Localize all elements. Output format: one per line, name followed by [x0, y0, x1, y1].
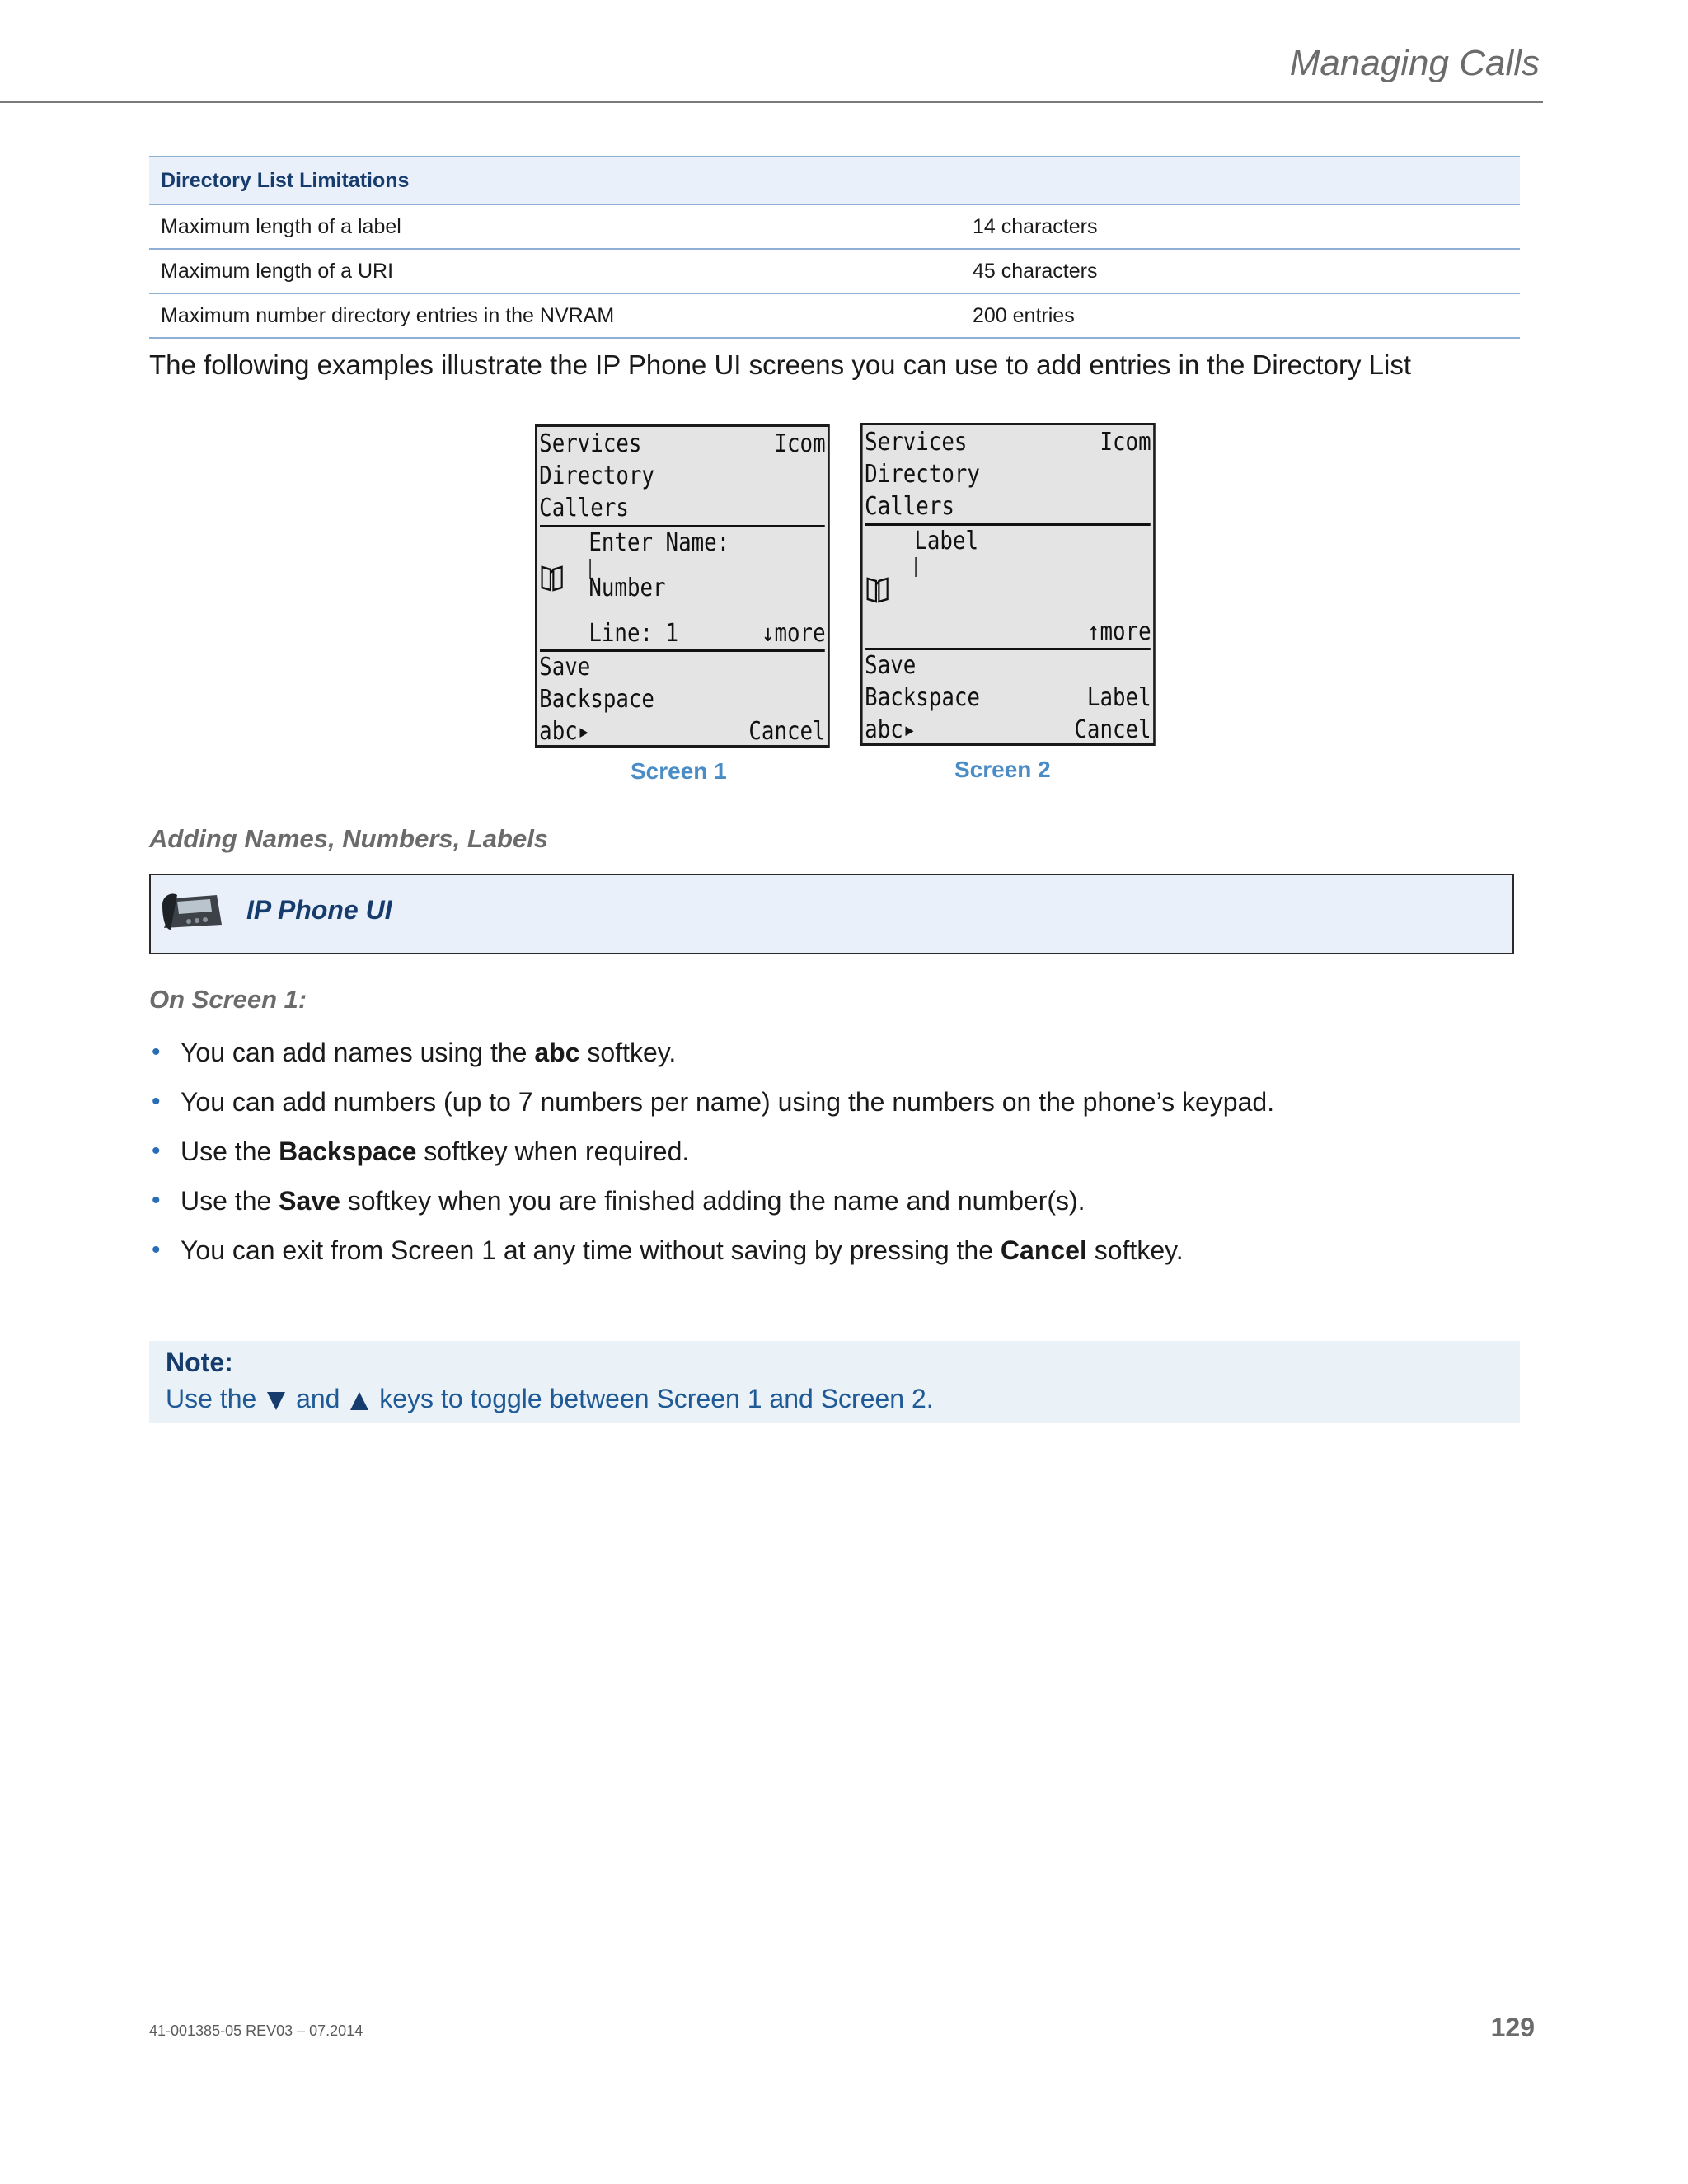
- text-cursor: [915, 557, 917, 577]
- list-item-text: softkey.: [1086, 1235, 1184, 1265]
- list-item: [149, 1032, 1517, 1081]
- enter-name-line: [539, 527, 825, 559]
- label-line: [865, 526, 1151, 557]
- services-label: Services: [539, 429, 642, 458]
- abc-softkey[interactable]: abc▸: [539, 717, 591, 746]
- page-header-title: Managing Calls: [1289, 43, 1540, 83]
- note-text-part: Use the: [166, 1384, 265, 1413]
- bullet-dot: •: [152, 1187, 161, 1214]
- page-number: 129: [1490, 2013, 1535, 2042]
- screen-line-services: [539, 429, 825, 460]
- services-label: Services: [865, 428, 968, 457]
- icom-label: Icom: [1100, 428, 1151, 457]
- screen-bottom-row: [865, 715, 1151, 746]
- book-icon: [865, 575, 889, 605]
- note-text: [166, 1384, 934, 1414]
- table-header-row: [149, 157, 1520, 204]
- table-cell-value: 14 characters: [961, 204, 1520, 249]
- list-item-text: You can exit from Screen 1 at any time without saving by pressing the: [181, 1235, 1001, 1265]
- save-softkey[interactable]: Save: [539, 653, 591, 682]
- list-item: [149, 1180, 1517, 1230]
- table-title: Directory List Limitations: [149, 157, 1520, 204]
- screen-line-services: [865, 427, 1151, 458]
- bullet-dot: •: [152, 1236, 161, 1263]
- save-softkey[interactable]: Save: [865, 651, 917, 680]
- bullet-dot: •: [152, 1137, 161, 1165]
- label-softkey[interactable]: Label: [1086, 683, 1151, 712]
- list-item-bold: abc: [534, 1038, 580, 1067]
- screen-2-caption: Screen 2: [954, 757, 1051, 782]
- table-cell-label: Maximum length of a URI: [149, 249, 961, 293]
- note-text-part: and: [288, 1384, 348, 1413]
- table-row: [149, 204, 1520, 249]
- note-title: Note:: [166, 1347, 233, 1377]
- list-item: [149, 1081, 1517, 1131]
- callers-label: Callers: [865, 492, 954, 521]
- abc-softkey[interactable]: abc▸: [865, 715, 917, 744]
- backspace-softkey[interactable]: Backspace: [865, 683, 980, 712]
- instructions-list: [149, 1032, 1517, 1279]
- list-item-bold: Save: [279, 1186, 340, 1216]
- cancel-softkey[interactable]: Cancel: [1074, 715, 1151, 744]
- screen-bottom-row: [539, 716, 825, 748]
- directory-label: Directory: [539, 462, 654, 490]
- list-item: [149, 1131, 1517, 1180]
- ip-phone-ui-label: IP Phone UI: [246, 895, 392, 925]
- line-status-row: [539, 618, 825, 649]
- note-text-part: keys to toggle between Screen 1 and Screen 2.: [372, 1384, 934, 1413]
- more-up-label[interactable]: ↑more: [1086, 617, 1151, 646]
- table-cell-value: 45 characters: [961, 249, 1520, 293]
- label-field-label: Label: [914, 527, 979, 555]
- ip-phone-ui-banner: [149, 874, 1514, 954]
- cancel-softkey[interactable]: Cancel: [748, 717, 826, 746]
- backspace-row: [865, 682, 1151, 714]
- icom-label: Icom: [774, 429, 826, 458]
- bullet-dot: •: [152, 1088, 161, 1115]
- section-heading: Adding Names, Numbers, Labels: [149, 824, 549, 853]
- phone-screen-1: [535, 424, 830, 748]
- table-cell-label: Maximum length of a label: [149, 204, 961, 249]
- line-label: Line: 1: [588, 619, 679, 648]
- table-cell-value: 200 entries: [961, 293, 1520, 338]
- table-cell-label: Maximum number directory entries in the NVRAM: [149, 293, 961, 338]
- list-item-text: You can add names using the: [181, 1038, 535, 1067]
- number-line: [539, 573, 825, 604]
- up-arrow-key-icon: [350, 1392, 368, 1410]
- callers-label: Callers: [539, 494, 629, 523]
- list-item-text: You can add numbers (up to 7 numbers per name) using the numbers on the phone’s keypad.: [181, 1087, 1275, 1117]
- more-down-label[interactable]: ↓more: [761, 619, 826, 648]
- footer-doc-id: 41-001385-05 REV03 – 07.2014: [149, 2022, 363, 2039]
- phone-screen-2: [860, 423, 1156, 746]
- directory-limitations-table: [149, 156, 1520, 339]
- number-label: Number: [588, 574, 666, 602]
- list-item-bold: Cancel: [1000, 1235, 1087, 1265]
- list-item-text: softkey when required.: [416, 1137, 690, 1166]
- backspace-softkey[interactable]: Backspace: [539, 685, 654, 714]
- table-row: [149, 249, 1520, 293]
- list-item-text: Use the: [181, 1186, 279, 1216]
- table-row: [149, 293, 1520, 338]
- list-item-text: softkey when you are finished adding the name and number(s).: [340, 1186, 1085, 1216]
- enter-name-label: Enter Name:: [588, 528, 730, 557]
- screen-1-caption: Screen 1: [631, 758, 727, 784]
- list-item-text: Use the: [181, 1137, 279, 1166]
- intro-paragraph: The following examples illustrate the IP Phone UI screens you can use to add entries in the Directory List: [149, 349, 1412, 380]
- list-item-bold: Backspace: [279, 1137, 417, 1166]
- more-row: [865, 616, 1151, 648]
- on-screen-heading: On Screen 1:: [149, 985, 307, 1014]
- list-item-text: softkey.: [579, 1038, 677, 1067]
- note-box: [149, 1341, 1520, 1423]
- desk-phone-icon: [159, 887, 225, 938]
- directory-label: Directory: [865, 460, 980, 489]
- bullet-dot: •: [152, 1038, 161, 1066]
- down-arrow-key-icon: [267, 1392, 285, 1410]
- header-divider: [0, 101, 1543, 103]
- list-item: [149, 1230, 1517, 1279]
